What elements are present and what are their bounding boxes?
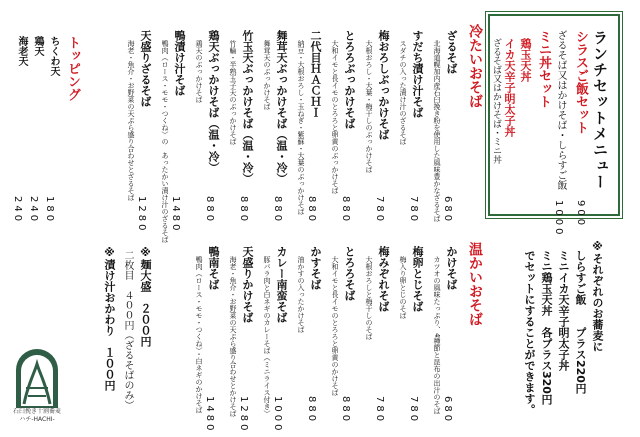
mini-set-item-2: イカ天辛子明太子丼 bbox=[503, 38, 516, 137]
cold-soba-item-name: 梅おろしぶっかけそば bbox=[377, 30, 390, 140]
cold-soba-item-name: 舞茸天ぶっかけそば（温・冷） bbox=[275, 30, 288, 184]
cold-soba-item-desc: 北海道幌加内産石臼挽き粉を使用した風味豊かなざるそば bbox=[433, 40, 441, 222]
topping-item-price: 180 bbox=[44, 196, 55, 225]
hot-soba-item-name: 梅卵とじそば bbox=[411, 246, 424, 312]
hot-soba-item-name: かすそば bbox=[309, 246, 322, 290]
hot-soba-item-desc: 大根おろしと梅干しのそば bbox=[365, 256, 373, 340]
hot-soba-item-name: カレー南蛮そば bbox=[275, 246, 288, 323]
cold-soba-item-desc: 舞茸天のぶっかけそば bbox=[263, 40, 271, 110]
topping-header: トッピング bbox=[65, 36, 80, 101]
hot-soba-item-desc: 豚バラ肉と白ネギのカレーそば（ミニライス付き） bbox=[263, 256, 271, 417]
hot-soba-item-desc: カツオの風味たっぷり、4種節と昆布の出汁のそば bbox=[433, 256, 441, 415]
hot-soba-item-name: とろろそば bbox=[343, 246, 356, 301]
cold-soba-item-price: 1280 bbox=[136, 196, 147, 234]
set-note-line-3: ミニイカ天辛子明太子丼 bbox=[557, 250, 570, 371]
logo-caption bbox=[6, 408, 68, 423]
cold-soba-item-price: 880 bbox=[340, 196, 351, 225]
set-note-line-1: ※それぞれのお蕎麦に bbox=[591, 240, 604, 352]
set-note-line-4: ミニ鶏玉天丼 各プラス320円 bbox=[540, 250, 553, 405]
hot-soba-item-desc: 大和イモと長イモのとろろと卵黄のかけそば bbox=[331, 256, 339, 396]
hot-soba-item-name: 梅みぞれそば bbox=[377, 246, 390, 312]
hot-soba-item-price: 780 bbox=[374, 396, 385, 425]
cold-soba-item-price: 780 bbox=[408, 196, 419, 225]
cold-soba-item-price: 780 bbox=[374, 196, 385, 225]
shirasu-set-desc: ざるそば又はかけそば・しらすご飯 bbox=[555, 30, 566, 190]
cold-soba-item-name: 竹玉天ぶっかけそば（温・冷） bbox=[241, 30, 254, 184]
cold-soba-item-price: 880 bbox=[238, 196, 249, 225]
cold-soba-item-desc: 竹輪・半熟玉子天のぶっかけそば bbox=[229, 40, 237, 145]
cold-soba-item-desc: 大根おろし・大葉・梅干しのぶっかけそば bbox=[365, 40, 373, 173]
cold-soba-item-desc: スダチの入った漬け汁のざるそば bbox=[399, 40, 407, 145]
cold-soba-item-desc: 海老・魚介・お野菜の天ぷら盛り合わせとざるそば bbox=[127, 40, 135, 201]
cold-soba-item-name: 鴨漬け汁そば bbox=[173, 30, 186, 96]
topping-item-name: 海老天 bbox=[16, 36, 27, 66]
shirasu-set-price: 900 bbox=[575, 200, 586, 229]
hot-soba-item-desc: 海老・魚介・お野菜の天ぷら盛り合わせとかけそば bbox=[229, 256, 237, 417]
mini-set-price: 1000 bbox=[553, 200, 564, 238]
cold-soba-item-name: ざるそば bbox=[445, 30, 458, 74]
page-title: ランチセットメニュー bbox=[591, 30, 609, 190]
hachi-logo-icon bbox=[12, 344, 62, 410]
cold-soba-item-desc: 鴨肉（ロース・モモ・つくね）の あったかい漬け汁のざるそば bbox=[161, 40, 169, 243]
hot-soba-header: 温かいおそば bbox=[467, 242, 483, 326]
hot-soba-item-price: 1000 bbox=[272, 396, 283, 434]
cold-soba-item-price: 680 bbox=[442, 196, 453, 225]
hot-soba-item-desc: 鴨肉（ロース・モモ・つくね）・白ネギのかけそば bbox=[195, 256, 203, 414]
cold-soba-item-name: とろろぶっかけそば bbox=[343, 30, 356, 129]
cold-soba-item-name: すだち漬け汁そば bbox=[411, 30, 424, 118]
logo-caption-line-1: 石臼挽き十割蕎麦 bbox=[12, 408, 61, 415]
cold-soba-item-desc: 大和イモと長イモのとろろと卵黄のぶっかけそば bbox=[331, 40, 339, 194]
extra-note-line-1: ※麺大盛 ２００円 bbox=[139, 246, 152, 347]
extra-note-line-2: 二枚目 ４００円（ざるそばのみ） bbox=[122, 250, 133, 410]
hot-soba-item-price: 680 bbox=[442, 396, 453, 425]
set-note-line-2: しらすご飯 プラス220円 bbox=[574, 250, 587, 394]
cold-soba-item-name: 鶏天ぶっかけそば（温・冷） bbox=[207, 30, 220, 173]
set-note-line-5: でセットにすることができます。 bbox=[523, 250, 536, 415]
logo-caption-line-2: ハチ-HACHI- bbox=[19, 415, 55, 423]
hot-soba-item-price: 880 bbox=[340, 396, 351, 425]
cold-soba-item-price: 880 bbox=[272, 196, 283, 225]
topping-item-name: 鶏天 bbox=[32, 36, 43, 56]
topping-item-name: ちくわ天 bbox=[48, 36, 59, 76]
hot-soba-item-name: 天盛りかけそば bbox=[241, 246, 254, 323]
cold-soba-item-name: 天盛りざるそば bbox=[139, 30, 152, 107]
hot-soba-item-price: 880 bbox=[306, 396, 317, 425]
cold-soba-item-name: 二代目ＨＡＣＨＩ bbox=[309, 30, 322, 118]
shirasu-set-name: シラスご飯セット bbox=[573, 30, 588, 134]
hot-soba-item-desc: 梅入り卵とじのそば bbox=[399, 256, 407, 319]
hot-soba-item-name: かけそば bbox=[445, 246, 458, 290]
cold-soba-item-price: 880 bbox=[204, 196, 215, 225]
cold-soba-item-desc: 納豆・大根おろし・玉ねぎ・紫蘇・大葉のぶっかけそば bbox=[297, 40, 305, 215]
topping-item-price: 240 bbox=[28, 196, 39, 225]
hot-soba-item-price: 1480 bbox=[204, 396, 215, 434]
mini-set-name: ミニ丼セット bbox=[536, 30, 551, 108]
hot-soba-item-price: 780 bbox=[408, 396, 419, 425]
cold-soba-header: 冷たいおそば bbox=[467, 24, 483, 108]
extra-note-line-3: ※漬け汁おかわり １００円 bbox=[103, 246, 116, 391]
mini-set-item-1: 鶏玉天丼 bbox=[519, 38, 532, 82]
hot-soba-item-desc: 油かすの入ったかけそば bbox=[297, 256, 305, 333]
hot-soba-item-price: 1280 bbox=[238, 396, 249, 434]
cold-soba-item-price: 1480 bbox=[170, 196, 181, 234]
cold-soba-item-desc: 鶏天のぶっかけそば bbox=[195, 40, 203, 103]
hot-soba-item-name: 鴨南そば bbox=[207, 246, 220, 290]
cold-soba-item-price: 880 bbox=[306, 196, 317, 225]
topping-item-price: 240 bbox=[12, 196, 23, 225]
hachi-logo bbox=[12, 344, 62, 410]
mini-set-desc: ざるそば又はかけそば・ミニ丼 bbox=[491, 38, 501, 164]
